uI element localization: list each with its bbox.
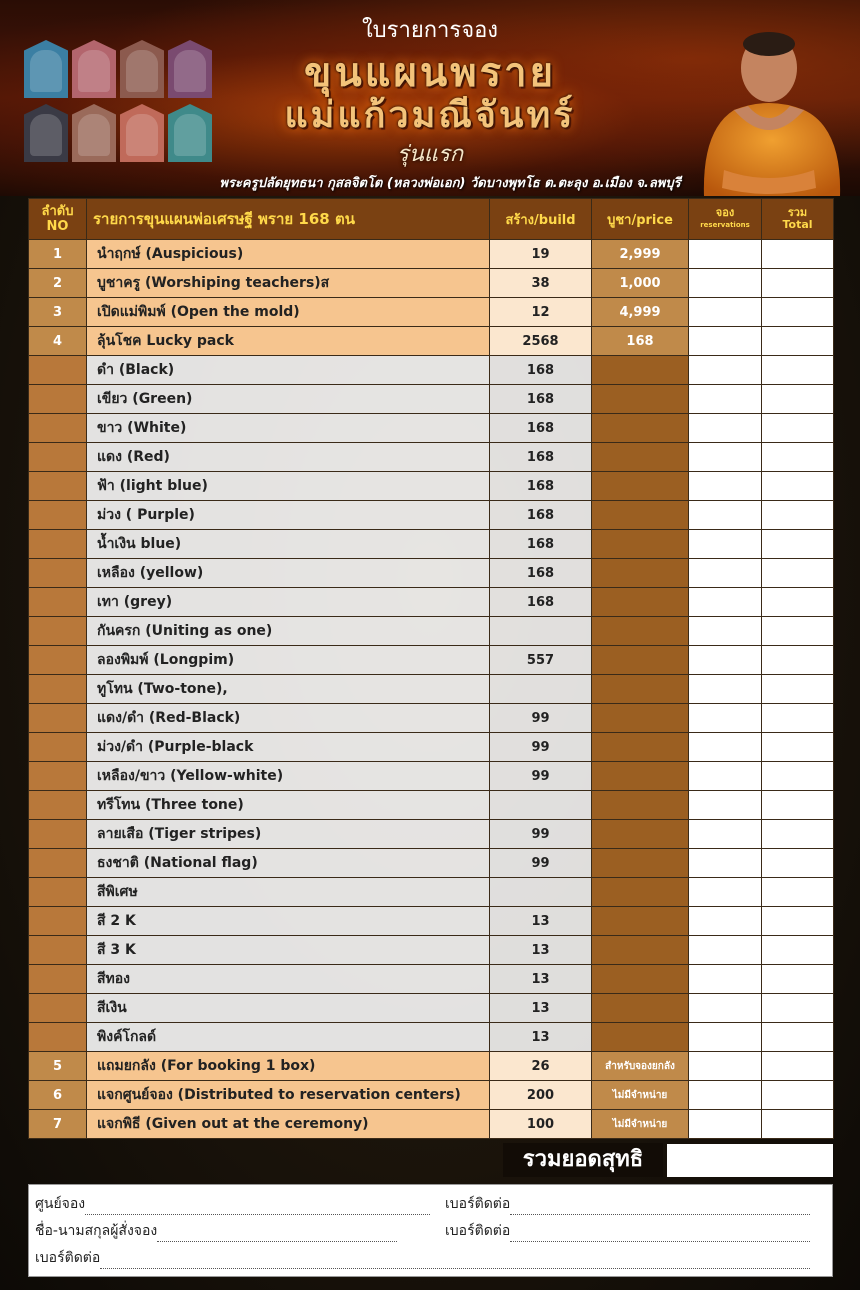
- row-build: 13: [490, 1023, 592, 1052]
- row-item: เทา (grey): [87, 588, 490, 617]
- row-item: บูชาครู (Worshiping teachers)ส: [87, 269, 490, 298]
- row-build: 168: [490, 385, 592, 414]
- row-price: [592, 559, 689, 588]
- phone-label-3: เบอร์ติดต่อ: [35, 1250, 101, 1266]
- row-reservation-input[interactable]: [689, 849, 762, 878]
- row-item: แถมยกลัง (For booking 1 box): [87, 1052, 490, 1081]
- row-build: 99: [490, 762, 592, 791]
- header-no: ลำดับ NO: [29, 199, 87, 240]
- row-total-input[interactable]: [762, 820, 834, 849]
- row-reservation-input[interactable]: [689, 1110, 762, 1139]
- row-price: [592, 472, 689, 501]
- reservation-center-field[interactable]: [35, 1193, 430, 1215]
- row-reservation-input[interactable]: [689, 907, 762, 936]
- row-item: สีทอง: [87, 965, 490, 994]
- row-price: [592, 501, 689, 530]
- row-reservation-input[interactable]: [689, 269, 762, 298]
- table-row: [29, 269, 834, 298]
- phone-field-1[interactable]: [445, 1193, 810, 1215]
- row-no: 2: [29, 269, 87, 298]
- row-reservation-input[interactable]: [689, 936, 762, 965]
- row-total-input[interactable]: [762, 733, 834, 762]
- row-reservation-input[interactable]: [689, 1081, 762, 1110]
- row-build: 168: [490, 356, 592, 385]
- reservation-table-container: [28, 198, 833, 1139]
- row-no: [29, 443, 87, 472]
- header-build: สร้าง/build: [490, 199, 592, 240]
- row-price: [592, 733, 689, 762]
- row-price: [592, 617, 689, 646]
- row-no: [29, 965, 87, 994]
- row-total-input[interactable]: [762, 501, 834, 530]
- row-price: [592, 1023, 689, 1052]
- row-reservation-input[interactable]: [689, 791, 762, 820]
- row-build: 100: [490, 1110, 592, 1139]
- row-build: 168: [490, 472, 592, 501]
- row-build: 557: [490, 646, 592, 675]
- monk-photo: [694, 10, 844, 196]
- row-reservation-input[interactable]: [689, 965, 762, 994]
- table-row: [29, 878, 834, 907]
- row-no: [29, 530, 87, 559]
- row-item: สีพิเศษ: [87, 878, 490, 907]
- row-item: ธงชาติ (National flag): [87, 849, 490, 878]
- row-item: เหลือง (yellow): [87, 559, 490, 588]
- row-no: [29, 414, 87, 443]
- row-price: [592, 907, 689, 936]
- row-no: [29, 994, 87, 1023]
- row-reservation-input[interactable]: [689, 704, 762, 733]
- row-item: ลุ้นโชค Lucky pack: [87, 327, 490, 356]
- row-build: 13: [490, 994, 592, 1023]
- row-build: 13: [490, 965, 592, 994]
- row-reservation-input[interactable]: [689, 733, 762, 762]
- row-item: แจกศูนย์จอง (Distributed to reservation centers): [87, 1081, 490, 1110]
- header-price: บูชา/price: [592, 199, 689, 240]
- table-row: [29, 1081, 834, 1110]
- row-no: [29, 646, 87, 675]
- row-total-input[interactable]: [762, 356, 834, 385]
- row-total-input[interactable]: [762, 530, 834, 559]
- table-row: [29, 849, 834, 878]
- row-total-input[interactable]: [762, 762, 834, 791]
- row-build: 19: [490, 240, 592, 269]
- row-build: 99: [490, 704, 592, 733]
- main-title-line2: แม่แก้วมณีจันทร์: [284, 94, 576, 136]
- row-build: 13: [490, 936, 592, 965]
- row-total-input[interactable]: [762, 965, 834, 994]
- row-total-input[interactable]: [762, 385, 834, 414]
- table-row: [29, 646, 834, 675]
- row-total-input[interactable]: [762, 269, 834, 298]
- row-no: [29, 588, 87, 617]
- table-row: [29, 472, 834, 501]
- row-item: ฟ้า (light blue): [87, 472, 490, 501]
- header-total: รวม Total: [762, 199, 834, 240]
- phone-label-1: เบอร์ติดต่อ: [445, 1196, 511, 1212]
- row-reservation-input[interactable]: [689, 820, 762, 849]
- row-item: น้ำเงิน blue): [87, 530, 490, 559]
- row-total-input[interactable]: [762, 588, 834, 617]
- row-price: 2,999: [592, 240, 689, 269]
- row-build: [490, 675, 592, 704]
- row-item: กันครก (Uniting as one): [87, 617, 490, 646]
- row-item: ม่วง/ดำ (Purple-black: [87, 733, 490, 762]
- edition-label: รุ่นแรก: [396, 142, 464, 167]
- table-row: [29, 1052, 834, 1081]
- row-build: 168: [490, 414, 592, 443]
- row-total-input[interactable]: [762, 1052, 834, 1081]
- row-no: [29, 1023, 87, 1052]
- row-no: [29, 675, 87, 704]
- row-item: เปิดแม่พิมพ์ (Open the mold): [87, 298, 490, 327]
- row-reservation-input[interactable]: [689, 646, 762, 675]
- row-reservation-input[interactable]: [689, 530, 762, 559]
- table-header-row: [29, 199, 834, 240]
- row-reservation-input[interactable]: [689, 240, 762, 269]
- table-row: [29, 1110, 834, 1139]
- main-title-line1: ขุนแผนพราย: [304, 49, 556, 96]
- row-total-input[interactable]: [762, 791, 834, 820]
- amulet-thumbnail: [24, 40, 68, 98]
- row-item: แดง (Red): [87, 443, 490, 472]
- row-no: [29, 704, 87, 733]
- row-item: สี 3 K: [87, 936, 490, 965]
- row-no: [29, 385, 87, 414]
- row-reservation-input[interactable]: [689, 472, 762, 501]
- table-row: [29, 298, 834, 327]
- row-build: 168: [490, 588, 592, 617]
- row-total-input[interactable]: [762, 936, 834, 965]
- row-price: [592, 443, 689, 472]
- row-item: สีเงิน: [87, 994, 490, 1023]
- row-price: [592, 965, 689, 994]
- document-title: ใบรายการจอง: [361, 18, 499, 43]
- row-item: สี 2 K: [87, 907, 490, 936]
- row-price: [592, 849, 689, 878]
- table-row: [29, 385, 834, 414]
- customer-name-field[interactable]: [35, 1220, 397, 1242]
- row-build: 168: [490, 530, 592, 559]
- row-no: [29, 936, 87, 965]
- table-row: [29, 414, 834, 443]
- amulet-thumbnail: [72, 40, 116, 98]
- row-total-input[interactable]: [762, 1081, 834, 1110]
- table-row: [29, 791, 834, 820]
- row-build: 99: [490, 849, 592, 878]
- row-no: 1: [29, 240, 87, 269]
- row-price: [592, 588, 689, 617]
- row-total-input[interactable]: [762, 646, 834, 675]
- row-reservation-input[interactable]: [689, 675, 762, 704]
- row-no: [29, 849, 87, 878]
- row-item: แดง/ดำ (Red-Black): [87, 704, 490, 733]
- row-no: 6: [29, 1081, 87, 1110]
- row-no: [29, 617, 87, 646]
- row-total-input[interactable]: [762, 472, 834, 501]
- row-build: 168: [490, 559, 592, 588]
- row-item: ดำ (Black): [87, 356, 490, 385]
- table-row: [29, 820, 834, 849]
- table-row: [29, 1023, 834, 1052]
- row-price: 168: [592, 327, 689, 356]
- header-banner: [0, 0, 860, 196]
- row-price: [592, 704, 689, 733]
- contact-form: [28, 1184, 833, 1277]
- row-total-input[interactable]: [762, 617, 834, 646]
- row-total-input[interactable]: [762, 675, 834, 704]
- row-total-input[interactable]: [762, 878, 834, 907]
- row-total-input[interactable]: [762, 994, 834, 1023]
- row-price: ไม่มีจำหน่าย: [592, 1081, 689, 1110]
- row-no: [29, 820, 87, 849]
- row-no: [29, 356, 87, 385]
- row-no: [29, 733, 87, 762]
- table-row: [29, 240, 834, 269]
- row-build: 38: [490, 269, 592, 298]
- row-reservation-input[interactable]: [689, 559, 762, 588]
- row-no: [29, 501, 87, 530]
- row-build: 13: [490, 907, 592, 936]
- row-reservation-input[interactable]: [689, 443, 762, 472]
- row-build: 168: [490, 443, 592, 472]
- row-no: [29, 559, 87, 588]
- row-reservation-input[interactable]: [689, 617, 762, 646]
- row-reservation-input[interactable]: [689, 994, 762, 1023]
- row-item: ลองพิมพ์ (Longpim): [87, 646, 490, 675]
- row-price: [592, 878, 689, 907]
- table-row: [29, 675, 834, 704]
- phone-label-2: เบอร์ติดต่อ: [445, 1223, 511, 1239]
- table-row: [29, 559, 834, 588]
- table-row: [29, 617, 834, 646]
- row-price: [592, 791, 689, 820]
- row-total-input[interactable]: [762, 240, 834, 269]
- table-row: [29, 356, 834, 385]
- row-total-input[interactable]: [762, 849, 834, 878]
- temple-info: พระครูปลัดยุทธนา กุสลจิตโต (หลวงพ่อเอก) วัดบางพุทโธ ต.ตะลุง อ.เมือง จ.ลพบุรี: [219, 176, 681, 191]
- customer-name-label: ชื่อ-นามสกุลผู้สั่งจอง: [35, 1223, 158, 1239]
- row-reservation-input[interactable]: [689, 588, 762, 617]
- amulet-thumbnail: [120, 40, 164, 98]
- row-price: [592, 820, 689, 849]
- row-build: 12: [490, 298, 592, 327]
- row-no: [29, 878, 87, 907]
- row-total-input[interactable]: [762, 704, 834, 733]
- row-item: ขาว (White): [87, 414, 490, 443]
- row-reservation-input[interactable]: [689, 414, 762, 443]
- row-item: ลายเสือ (Tiger stripes): [87, 820, 490, 849]
- row-price: [592, 675, 689, 704]
- row-reservation-input[interactable]: [689, 1023, 762, 1052]
- table-row: [29, 704, 834, 733]
- table-row: [29, 936, 834, 965]
- table-row: [29, 588, 834, 617]
- row-reservation-input[interactable]: [689, 1052, 762, 1081]
- table-row: [29, 530, 834, 559]
- row-reservation-input[interactable]: [689, 298, 762, 327]
- row-build: 99: [490, 820, 592, 849]
- net-total-input[interactable]: [667, 1144, 833, 1177]
- row-build: 168: [490, 501, 592, 530]
- table-row: [29, 733, 834, 762]
- row-item: ม่วง ( Purple): [87, 501, 490, 530]
- row-item: นำฤกษ์ (Auspicious): [87, 240, 490, 269]
- row-price: [592, 530, 689, 559]
- row-reservation-input[interactable]: [689, 878, 762, 907]
- table-row: [29, 762, 834, 791]
- row-build: [490, 617, 592, 646]
- row-reservation-input[interactable]: [689, 356, 762, 385]
- row-no: [29, 907, 87, 936]
- row-price: [592, 356, 689, 385]
- row-no: [29, 762, 87, 791]
- row-build: 26: [490, 1052, 592, 1081]
- row-item: ทรีโทน (Three tone): [87, 791, 490, 820]
- row-total-input[interactable]: [762, 907, 834, 936]
- row-price: [592, 994, 689, 1023]
- row-total-input[interactable]: [762, 414, 834, 443]
- row-price: สำหรับจองยกลัง: [592, 1052, 689, 1081]
- row-price: 1,000: [592, 269, 689, 298]
- header-item: รายการขุนแผนพ่อเศรษฐี พราย 168 ตน: [87, 199, 490, 240]
- row-no: 3: [29, 298, 87, 327]
- row-item: เขียว (Green): [87, 385, 490, 414]
- row-total-input[interactable]: [762, 327, 834, 356]
- row-build: 200: [490, 1081, 592, 1110]
- row-build: 99: [490, 733, 592, 762]
- row-no: 5: [29, 1052, 87, 1081]
- row-price: [592, 646, 689, 675]
- reservation-table: [28, 198, 834, 1139]
- table-row: [29, 443, 834, 472]
- row-no: 7: [29, 1110, 87, 1139]
- table-row: [29, 907, 834, 936]
- row-reservation-input[interactable]: [689, 501, 762, 530]
- row-build: 2568: [490, 327, 592, 356]
- row-item: เหลือง/ขาว (Yellow-white): [87, 762, 490, 791]
- phone-field-3[interactable]: [35, 1247, 810, 1269]
- row-total-input[interactable]: [762, 1023, 834, 1052]
- header-reservation: จอง reservations: [689, 199, 762, 240]
- phone-field-2[interactable]: [445, 1220, 810, 1242]
- row-no: [29, 791, 87, 820]
- row-no: [29, 472, 87, 501]
- row-price: [592, 385, 689, 414]
- row-no: 4: [29, 327, 87, 356]
- row-price: 4,999: [592, 298, 689, 327]
- row-price: [592, 414, 689, 443]
- row-reservation-input[interactable]: [689, 327, 762, 356]
- row-reservation-input[interactable]: [689, 762, 762, 791]
- table-row: [29, 994, 834, 1023]
- row-reservation-input[interactable]: [689, 385, 762, 414]
- row-price: [592, 936, 689, 965]
- row-total-input[interactable]: [762, 443, 834, 472]
- row-build: [490, 791, 592, 820]
- row-item: พิงค์โกลด์: [87, 1023, 490, 1052]
- table-row: [29, 965, 834, 994]
- row-build: [490, 878, 592, 907]
- row-total-input[interactable]: [762, 559, 834, 588]
- row-price: [592, 762, 689, 791]
- row-total-input[interactable]: [762, 298, 834, 327]
- net-total-label: รวมยอดสุทธิ: [503, 1143, 663, 1177]
- table-row: [29, 501, 834, 530]
- row-price: ไม่มีจำหน่าย: [592, 1110, 689, 1139]
- row-total-input[interactable]: [762, 1110, 834, 1139]
- reservation-center-label: ศูนย์จอง: [35, 1196, 86, 1212]
- table-row: [29, 327, 834, 356]
- row-item: แจกพิธี (Given out at the ceremony): [87, 1110, 490, 1139]
- row-item: ทูโทน (Two-tone),: [87, 675, 490, 704]
